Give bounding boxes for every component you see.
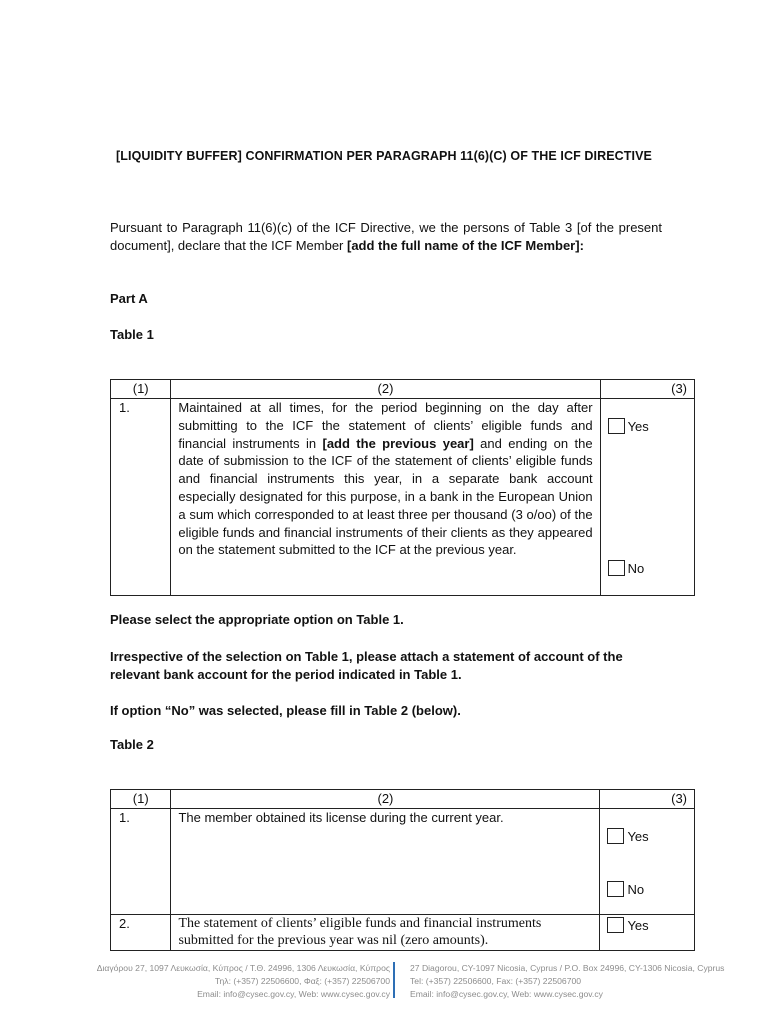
table1-no-option[interactable]	[608, 560, 645, 576]
table2-header-col2: (2)	[171, 790, 600, 809]
table2-row1-yes-option[interactable]	[607, 828, 648, 844]
table1-header-col3: (3)	[600, 380, 694, 399]
attach-statement-note: Irrespective of the selection on Table 1, please attach a statement of account of the relevant bank account for the period indicated in Table 1.	[110, 649, 623, 682]
table-2	[110, 789, 695, 951]
table2-row2-yes-label: Yes	[627, 917, 649, 933]
table1-header-col2: (2)	[171, 380, 600, 399]
table2-row2-options-cell	[600, 915, 695, 951]
table2-header-row	[111, 790, 695, 809]
page-title: [LIQUIDITY BUFFER] CONFIRMATION PER PARAGRAPH 11(6)(C) OF THE ICF DIRECTIVE	[116, 149, 652, 163]
footer-greek-line-1: Διαγόρου 27, 1097 Λευκωσία, Κύπρος / Τ.Θ. 24996, 1306 Λευκωσία, Κύπρος	[96, 963, 390, 973]
table1-text-part-b: and ending on the date of submission to the ICF of the statement of clients’ eligible funds and financial instruments this year, in a separate bank account especially designated for this purpose, in a bank in the European Union a sum which corresponded to at least three per thousand (3 o/oo) of the eligible funds and financial instruments of their clients as they appeared on the statement submitted to the ICF at the previous year.	[178, 435, 593, 558]
table1-row-text	[171, 399, 600, 596]
table2-row2-text: The statement of clients’ eligible funds and financial instruments submitted for the previous year was nil (zero amounts).	[171, 915, 600, 951]
table1-yes-checkbox[interactable]	[608, 418, 625, 434]
table1-text-bold: [add the previous year]	[322, 435, 474, 451]
table1-label: Table 1	[110, 327, 154, 342]
footer-greek-address	[97, 962, 390, 1001]
table2-header-col3: (3)	[600, 790, 695, 809]
table2-row1-no-label: No	[627, 881, 645, 897]
intro-paragraph	[110, 219, 662, 255]
table1-no-label: No	[627, 560, 645, 576]
table2-row1-number: 1.	[111, 809, 171, 915]
select-option-note: Please select the appropriate option on Table 1.	[110, 612, 404, 627]
table1-yes-option[interactable]	[608, 418, 649, 434]
table2-row1-yes-label: Yes	[627, 828, 649, 844]
intro-text: Pursuant to Paragraph 11(6)(c) of the ICF Directive, we the persons of Table 3 [of the present document], declare that the ICF Member	[110, 220, 662, 253]
footer-greek-line-3: Email: info@cysec.gov.cy, Web: www.cysec.gov.cy	[197, 989, 390, 999]
table2-header-col1: (1)	[111, 790, 171, 809]
footer-divider	[393, 962, 395, 998]
table2-row2-yes-option[interactable]	[607, 917, 648, 933]
table2-row1-yes-checkbox[interactable]	[607, 828, 624, 844]
footer-english-line-3: Email: info@cysec.gov.cy, Web: www.cysec.gov.cy	[410, 989, 603, 999]
table2-row2-yes-checkbox[interactable]	[607, 917, 624, 933]
table2-row2-number: 2.	[111, 915, 171, 951]
footer-english-line-1: 27 Diagorou, CY-1097 Nicosia, Cyprus / P.O. Box 24996, CY-1306 Nicosia, Cyprus	[410, 963, 725, 973]
table2-row1-no-checkbox[interactable]	[607, 881, 624, 897]
table1-row	[111, 399, 695, 596]
footer-english-address	[410, 962, 724, 1001]
table2-label: Table 2	[110, 737, 154, 752]
table1-header-col1: (1)	[111, 380, 171, 399]
table1-header-row	[111, 380, 695, 399]
table2-row1-text: The member obtained its license during the current year.	[171, 809, 600, 915]
table2-row1-no-option[interactable]	[607, 881, 644, 897]
table2-row-1	[111, 809, 695, 915]
table1-text-part-a: Maintained at all times, for the period beginning on the day after submitting to the ICF the statement of clients’ eligible funds and financial instruments in	[178, 400, 593, 451]
intro-bold-placeholder: [add the full name of the ICF Member]:	[347, 238, 584, 253]
table-1	[110, 379, 695, 596]
table2-row1-options-cell	[600, 809, 695, 915]
if-no-note: If option “No” was selected, please fill in Table 2 (below).	[110, 703, 461, 718]
letterhead-footer	[0, 958, 768, 1000]
table1-options-cell	[600, 399, 694, 596]
footer-greek-line-2: Τηλ: (+357) 22506600, Φαξ: (+357) 22506700	[214, 976, 390, 986]
part-a-heading: Part A	[110, 291, 148, 306]
table2-row-2	[111, 915, 695, 951]
table1-row-number: 1.	[111, 399, 171, 596]
footer-english-line-2: Tel: (+357) 22506600, Fax: (+357) 22506700	[410, 976, 582, 986]
table1-no-checkbox[interactable]	[608, 560, 625, 576]
table1-yes-label: Yes	[627, 418, 649, 434]
